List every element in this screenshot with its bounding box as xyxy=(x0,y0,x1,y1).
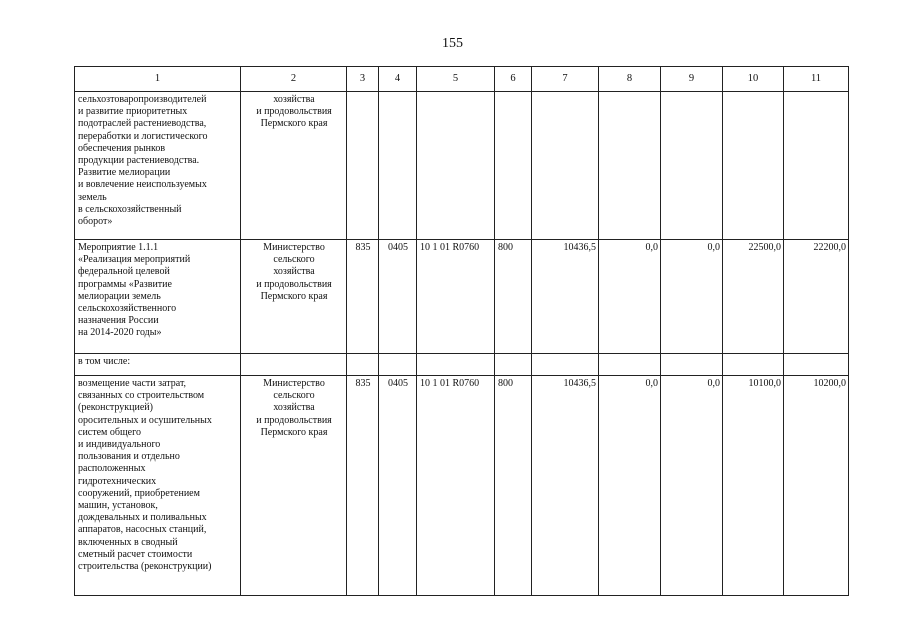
header-cell: 3 xyxy=(347,67,379,92)
description-cell: сельхозтоваропроизводителей и развитие приоритетных подотраслей растениеводства, переработки и логистического обеспечения рынков продукции растениеводства. Развитие мелиорации и вовлечение неиспользуемых земель в сельскохозяйственный оборот» xyxy=(75,92,241,240)
table-row xyxy=(75,354,849,376)
table-header-row xyxy=(75,67,849,92)
amount-cell xyxy=(723,354,784,376)
amount-cell: 0,0 xyxy=(599,376,661,596)
amount-cell xyxy=(532,354,599,376)
header-cell: 11 xyxy=(784,67,849,92)
target-article-cell xyxy=(417,354,495,376)
amount-cell: 22200,0 xyxy=(784,240,849,354)
description-cell: возмещение части затрат, связанных со строительством (реконструкцией) оросительных и осушительных систем общего и индивидуального пользования и отдельно расположенных гидротехнических сооружений, приобретением машин, установок, дождевальных и поливальных аппаратов, насосных станций, включенных в сводный сметный расчет стоимости строительства (реконструкции) xyxy=(75,376,241,596)
amount-cell: 10436,5 xyxy=(532,376,599,596)
amount-cell xyxy=(599,354,661,376)
amount-cell xyxy=(532,92,599,240)
grbs-cell xyxy=(347,354,379,376)
amount-cell: 10200,0 xyxy=(784,376,849,596)
amount-cell xyxy=(661,92,723,240)
amount-cell xyxy=(599,92,661,240)
grbs-cell xyxy=(347,92,379,240)
responsible-cell xyxy=(241,354,347,376)
expense-type-cell xyxy=(495,354,532,376)
responsible-cell: Министерство сельского хозяйства и продовольствия Пермского края xyxy=(241,376,347,596)
amount-cell: 0,0 xyxy=(661,240,723,354)
page-number: 155 xyxy=(442,36,463,51)
responsible-cell: Министерство сельского хозяйства и продовольствия Пермского края xyxy=(241,240,347,354)
table-row xyxy=(75,92,849,240)
amount-cell xyxy=(784,354,849,376)
expense-type-cell: 800 xyxy=(495,376,532,596)
table-row xyxy=(75,376,849,596)
header-cell: 7 xyxy=(532,67,599,92)
amount-cell: 0,0 xyxy=(661,376,723,596)
header-cell: 9 xyxy=(661,67,723,92)
section-cell xyxy=(379,92,417,240)
expense-type-cell xyxy=(495,92,532,240)
header-cell: 6 xyxy=(495,67,532,92)
table-row xyxy=(75,240,849,354)
amount-cell: 0,0 xyxy=(599,240,661,354)
description-cell: Мероприятие 1.1.1 «Реализация мероприятий федеральной целевой программы «Развитие мелиорации земель сельскохозяйственного назначения России на 2014-2020 годы» xyxy=(75,240,241,354)
header-cell: 5 xyxy=(417,67,495,92)
amount-cell xyxy=(723,92,784,240)
header-cell: 8 xyxy=(599,67,661,92)
section-cell: 0405 xyxy=(379,376,417,596)
section-cell xyxy=(379,354,417,376)
amount-cell: 22500,0 xyxy=(723,240,784,354)
target-article-cell: 10 1 01 R0760 xyxy=(417,240,495,354)
budget-table xyxy=(74,66,849,596)
amount-cell: 10436,5 xyxy=(532,240,599,354)
header-cell: 1 xyxy=(75,67,241,92)
grbs-cell: 835 xyxy=(347,240,379,354)
description-cell: в том числе: xyxy=(75,354,241,376)
grbs-cell: 835 xyxy=(347,376,379,596)
expense-type-cell: 800 xyxy=(495,240,532,354)
header-cell: 10 xyxy=(723,67,784,92)
header-cell: 4 xyxy=(379,67,417,92)
target-article-cell: 10 1 01 R0760 xyxy=(417,376,495,596)
header-cell: 2 xyxy=(241,67,347,92)
amount-cell xyxy=(661,354,723,376)
amount-cell xyxy=(784,92,849,240)
section-cell: 0405 xyxy=(379,240,417,354)
amount-cell: 10100,0 xyxy=(723,376,784,596)
responsible-cell: хозяйства и продовольствия Пермского края xyxy=(241,92,347,240)
target-article-cell xyxy=(417,92,495,240)
